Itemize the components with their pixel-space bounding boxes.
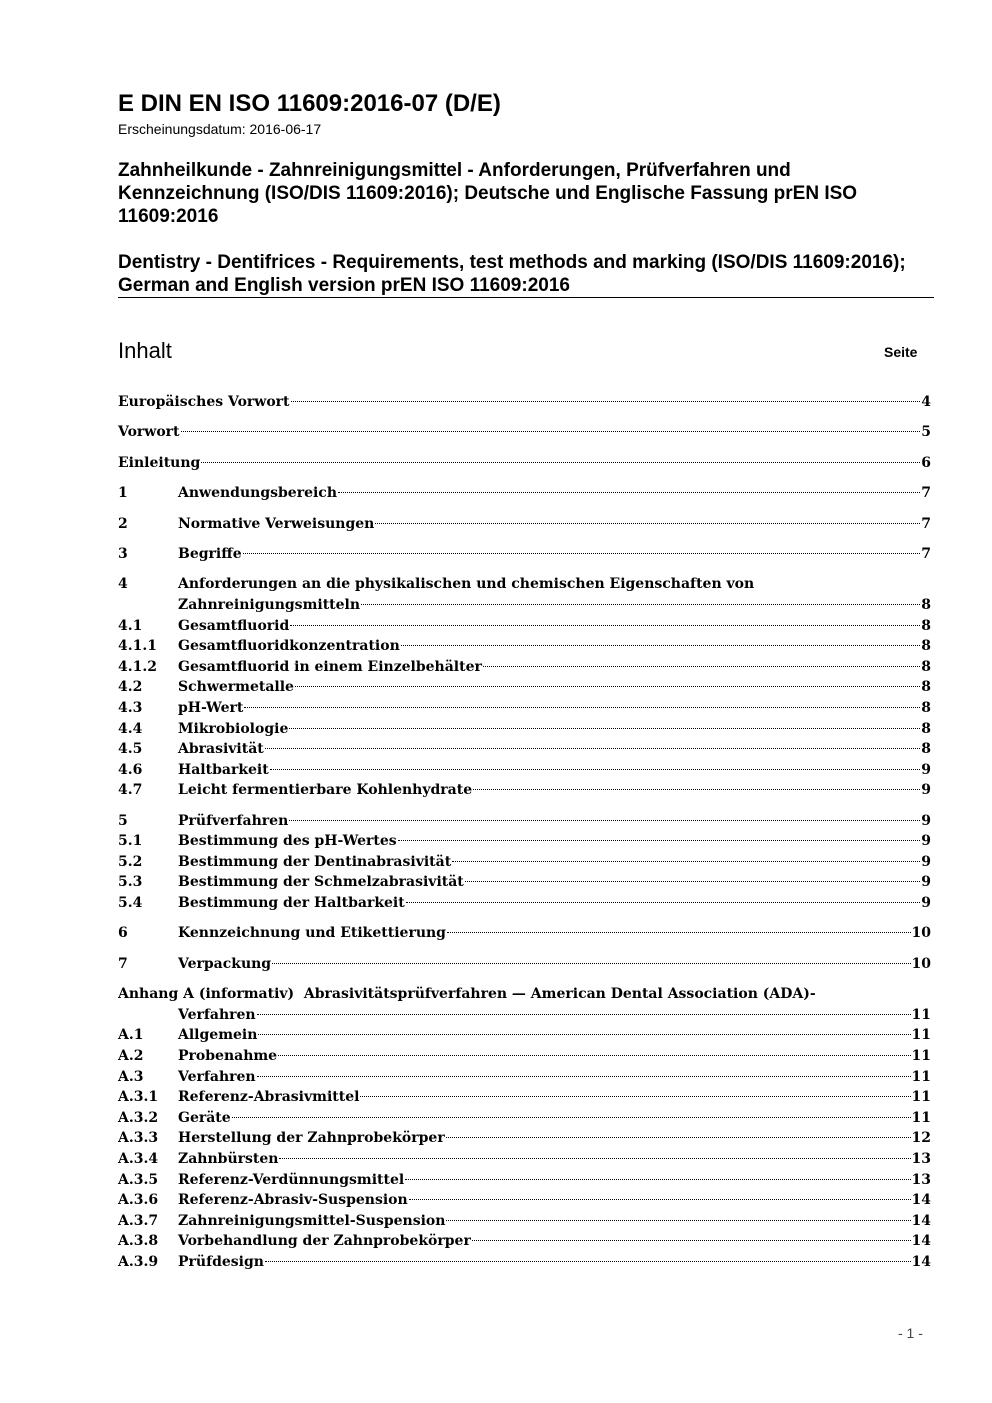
toc-entry-number: 2 (118, 515, 128, 532)
toc-entry-title: Anwendungsbereich (178, 485, 337, 502)
toc-leader (360, 1096, 910, 1097)
toc-leader (243, 553, 921, 554)
table-of-contents (118, 392, 931, 1273)
toc-heading: Inhalt (118, 338, 172, 363)
toc-leader (401, 645, 921, 646)
toc-entry-title: pH-Wert (178, 699, 244, 716)
toc-leader (409, 1199, 911, 1200)
toc-entry-title: Schwermetalle (178, 679, 294, 696)
toc-entry[interactable] (118, 739, 931, 760)
toc-entry[interactable] (118, 483, 931, 504)
toc-entry-page: 7 (921, 545, 931, 562)
toc-entry-title: Bestimmung des pH-Wertes (178, 833, 397, 850)
toc-leader (375, 523, 920, 524)
toc-entry-page: 9 (921, 895, 931, 912)
toc-leader (265, 1261, 911, 1262)
toc-entry-number: 5.4 (118, 895, 143, 912)
toc-entry[interactable] (118, 514, 931, 535)
toc-entry[interactable] (118, 719, 931, 740)
document-id: E DIN EN ISO 11609:2016-07 (D/E) (118, 90, 501, 117)
toc-leader (257, 1076, 911, 1077)
toc-entry-title: Referenz-Abrasiv-Suspension (178, 1192, 408, 1209)
toc-entry-continuation[interactable] (118, 595, 931, 616)
toc-entry-page: 11 (911, 1048, 931, 1064)
toc-entry[interactable] (118, 1046, 931, 1067)
toc-entry[interactable] (118, 574, 931, 595)
toc-entry-page: 8 (921, 658, 931, 675)
toc-entry[interactable] (118, 831, 931, 852)
toc-entry-title: Mikrobiologie (178, 720, 289, 737)
toc-leader (289, 728, 920, 729)
toc-entry-page: 9 (921, 761, 931, 778)
toc-entry[interactable] (118, 1025, 931, 1046)
toc-leader (406, 902, 921, 903)
toc-entry-page: 14 (911, 1192, 931, 1209)
toc-entry-title: Bestimmung der Haltbarkeit (178, 895, 405, 912)
toc-entry-title: Abrasivität (178, 741, 264, 758)
toc-entry-number: 5 (118, 812, 128, 829)
toc-entry-page: 11 (911, 1109, 931, 1126)
toc-entry-number: A.1 (118, 1027, 144, 1044)
toc-leader (291, 401, 921, 402)
toc-entry-number: 4.4 (118, 720, 143, 737)
toc-entry-number: 5.3 (118, 874, 143, 891)
toc-entry-number: A.3.6 (118, 1192, 159, 1209)
publication-date: Erscheinungsdatum: 2016-06-17 (118, 121, 322, 137)
toc-entry-title: Haltbarkeit (178, 761, 269, 778)
toc-entry-page: 5 (921, 424, 931, 441)
toc-entry-page: 4 (921, 394, 931, 410)
title-english: Dentistry - Dentifrices - Requirements, test methods and marking (ISO/DIS 11609:2016); German and English version prEN ISO 11609:2016 (118, 252, 906, 296)
toc-entry-title: Kennzeichnung und Etikettierung (178, 925, 446, 942)
toc-entry-number: 3 (118, 545, 128, 562)
toc-entry-page: 8 (921, 596, 931, 613)
toc-entry-page: 7 (921, 485, 931, 502)
toc-leader (181, 431, 921, 432)
toc-entry[interactable] (118, 698, 931, 719)
toc-leader (446, 1220, 910, 1221)
toc-entry-title: Prüfdesign (178, 1253, 264, 1270)
toc-entry-page: 10 (911, 925, 931, 942)
toc-entry-number: 4.6 (118, 761, 143, 778)
toc-entry[interactable] (118, 984, 931, 1005)
toc-entry-title: Zahnreinigungsmittel-Suspension (178, 1212, 446, 1229)
toc-entry-page: 10 (911, 955, 931, 972)
toc-entry-number: 1 (118, 485, 128, 502)
toc-entry-title: Begriffe (178, 545, 242, 562)
toc-entry[interactable] (118, 677, 931, 698)
toc-entry[interactable] (118, 1252, 931, 1273)
toc-entry-title: Referenz-Abrasivmittel (178, 1089, 360, 1106)
toc-leader (446, 1137, 911, 1138)
toc-leader (272, 963, 910, 964)
toc-leader (465, 881, 920, 882)
toc-entry-number: 4.5 (118, 741, 143, 758)
toc-entry-title: Gesamtfluoridkonzentration (178, 638, 400, 655)
toc-entry-title: Anhang A (informativ) Abrasivitätsprüfverfahren — American Dental Association (ADA)- (118, 986, 816, 1003)
toc-entry-title: Geräte (178, 1109, 231, 1126)
toc-entry-number: 4 (118, 576, 128, 593)
toc-entry[interactable] (118, 1211, 931, 1232)
toc-entry-page: 6 (921, 454, 931, 471)
toc-entry[interactable] (118, 872, 931, 893)
toc-entry-number: 7 (118, 955, 128, 972)
toc-entry[interactable] (118, 544, 931, 565)
toc-entry-title-cont: Verfahren (178, 1006, 256, 1023)
toc-entry[interactable] (118, 954, 931, 975)
toc-entry-title: Vorbehandlung der Zahnprobekörper (178, 1233, 471, 1250)
toc-entry-title: Zahnbürsten (178, 1150, 279, 1167)
toc-entry[interactable] (118, 1231, 931, 1252)
toc-leader (361, 604, 920, 605)
toc-entry-page: 14 (911, 1253, 931, 1270)
toc-entry-title: Probenahme (178, 1048, 278, 1064)
toc-entry[interactable] (118, 453, 931, 474)
toc-leader (258, 1034, 910, 1035)
toc-entry-page: 8 (921, 638, 931, 655)
toc-leader (270, 769, 921, 770)
toc-entry-number: A.3.7 (118, 1212, 159, 1229)
toc-entry-title: Referenz-Verdünnungsmittel (178, 1171, 405, 1188)
toc-entry-page: 8 (921, 679, 931, 696)
toc-entry-title: Normative Verweisungen (178, 515, 375, 532)
toc-entry-continuation[interactable] (118, 1005, 931, 1026)
toc-entry[interactable] (118, 392, 931, 413)
toc-entry-number: A.3.1 (118, 1089, 159, 1106)
toc-entry-page: 13 (911, 1150, 931, 1167)
toc-leader (398, 840, 921, 841)
toc-entry-number: A.3.9 (118, 1253, 159, 1270)
title-divider (118, 297, 934, 298)
toc-entry-title-cont: Zahnreinigungsmitteln (178, 596, 361, 613)
toc-entry-page: 8 (921, 699, 931, 716)
toc-entry[interactable] (118, 811, 931, 832)
toc-entry-page: 11 (911, 1006, 931, 1023)
toc-entry-title: Gesamtfluorid in einem Einzelbehälter (178, 658, 482, 675)
toc-entry[interactable] (118, 1128, 931, 1149)
toc-leader (290, 625, 920, 626)
toc-entry[interactable] (118, 893, 931, 914)
toc-entry-page: 7 (921, 515, 931, 532)
toc-entry-number: A.3.3 (118, 1130, 159, 1147)
toc-entry[interactable] (118, 1067, 931, 1088)
toc-entry-number: A.3 (118, 1068, 144, 1085)
toc-leader (265, 748, 920, 749)
toc-leader (289, 820, 920, 821)
toc-entry-page: 14 (911, 1233, 931, 1250)
toc-entry-number: A.3.8 (118, 1233, 159, 1250)
toc-entry-number: A.3.2 (118, 1109, 159, 1126)
toc-entry-page: 9 (921, 874, 931, 891)
toc-entry-title: Allgemein (178, 1027, 258, 1044)
toc-entry-page: 9 (921, 782, 931, 799)
toc-entry-page: 8 (921, 617, 931, 634)
toc-leader (279, 1158, 910, 1159)
toc-entry-page: 9 (921, 853, 931, 870)
toc-entry-title: Leicht fermentierbare Kohlenhydrate (178, 782, 473, 799)
toc-leader (405, 1179, 910, 1180)
toc-entry-page: 9 (921, 812, 931, 829)
toc-entry-page: 12 (911, 1130, 931, 1147)
toc-entry[interactable] (118, 780, 931, 801)
toc-entry[interactable] (118, 1087, 931, 1108)
toc-entry-number: 4.2 (118, 679, 143, 696)
page-number: - 1 - (898, 1325, 923, 1341)
toc-leader (201, 462, 920, 463)
toc-entry[interactable] (118, 422, 931, 443)
toc-entry-page: 8 (921, 741, 931, 758)
toc-entry-number: 5.2 (118, 853, 143, 870)
toc-entry-number: 5.1 (118, 833, 143, 850)
toc-entry-title: Bestimmung der Schmelzabrasivität (178, 874, 464, 891)
toc-entry-title: Verfahren (178, 1068, 256, 1085)
toc-leader (278, 1055, 910, 1056)
toc-leader (295, 686, 920, 687)
toc-entry-title: Gesamtfluorid (178, 617, 290, 634)
toc-entry-page: 13 (911, 1171, 931, 1188)
title-german: Zahnheilkunde - Zahnreinigungsmittel - Anforderungen, Prüfverfahren und Kennzeichnung (ISO/DIS 11609:2016); Deutsche und Englische Fassung prEN ISO 11609:2016 (118, 160, 858, 227)
toc-leader (473, 789, 920, 790)
toc-entry-page: 11 (911, 1089, 931, 1106)
toc-entry-page: 14 (911, 1212, 931, 1229)
toc-entry[interactable] (118, 636, 931, 657)
toc-entry-title: Vorwort (118, 424, 180, 441)
toc-entry-title: Verpackung (178, 955, 272, 972)
toc-leader (232, 1117, 911, 1118)
toc-entry[interactable] (118, 1170, 931, 1191)
toc-entry[interactable] (118, 1190, 931, 1211)
toc-entry-title: Prüfverfahren (178, 812, 289, 829)
toc-entry[interactable] (118, 760, 931, 781)
toc-page-label: Seite (884, 344, 918, 360)
toc-entry-number: A.3.4 (118, 1150, 159, 1167)
toc-entry-title: Europäisches Vorwort (118, 394, 290, 410)
toc-leader (472, 1240, 911, 1241)
toc-entry-page: 9 (921, 833, 931, 850)
toc-entry-page: 11 (911, 1027, 931, 1044)
toc-entry-number: A.2 (118, 1048, 144, 1064)
toc-entry-title: Anforderungen an die physikalischen und chemischen Eigenschaften von (178, 576, 755, 593)
toc-entry[interactable] (118, 852, 931, 873)
toc-leader (338, 492, 920, 493)
toc-entry-number: 4.7 (118, 782, 143, 799)
toc-leader (483, 666, 920, 667)
toc-leader (257, 1014, 911, 1015)
toc-entry-title: Einleitung (118, 454, 201, 471)
toc-entry-number: 4.1.2 (118, 658, 157, 675)
toc-entry-number: A.3.5 (118, 1171, 159, 1188)
toc-entry[interactable] (118, 657, 931, 678)
toc-entry-page: 11 (911, 1068, 931, 1085)
toc-entry[interactable] (118, 1149, 931, 1170)
toc-entry[interactable] (118, 1108, 931, 1129)
toc-entry-number: 6 (118, 925, 128, 942)
toc-entry-number: 4.3 (118, 699, 143, 716)
toc-entry[interactable] (118, 616, 931, 637)
toc-entry-page: 8 (921, 720, 931, 737)
toc-entry-title: Bestimmung der Dentinabrasivität (178, 853, 452, 870)
toc-leader (244, 707, 920, 708)
toc-entry-number: 4.1 (118, 617, 143, 634)
toc-entry-title: Herstellung der Zahnprobekörper (178, 1130, 445, 1147)
toc-entry[interactable] (118, 923, 931, 944)
toc-leader (447, 932, 911, 933)
toc-leader (452, 861, 920, 862)
toc-entry-number: 4.1.1 (118, 638, 157, 655)
